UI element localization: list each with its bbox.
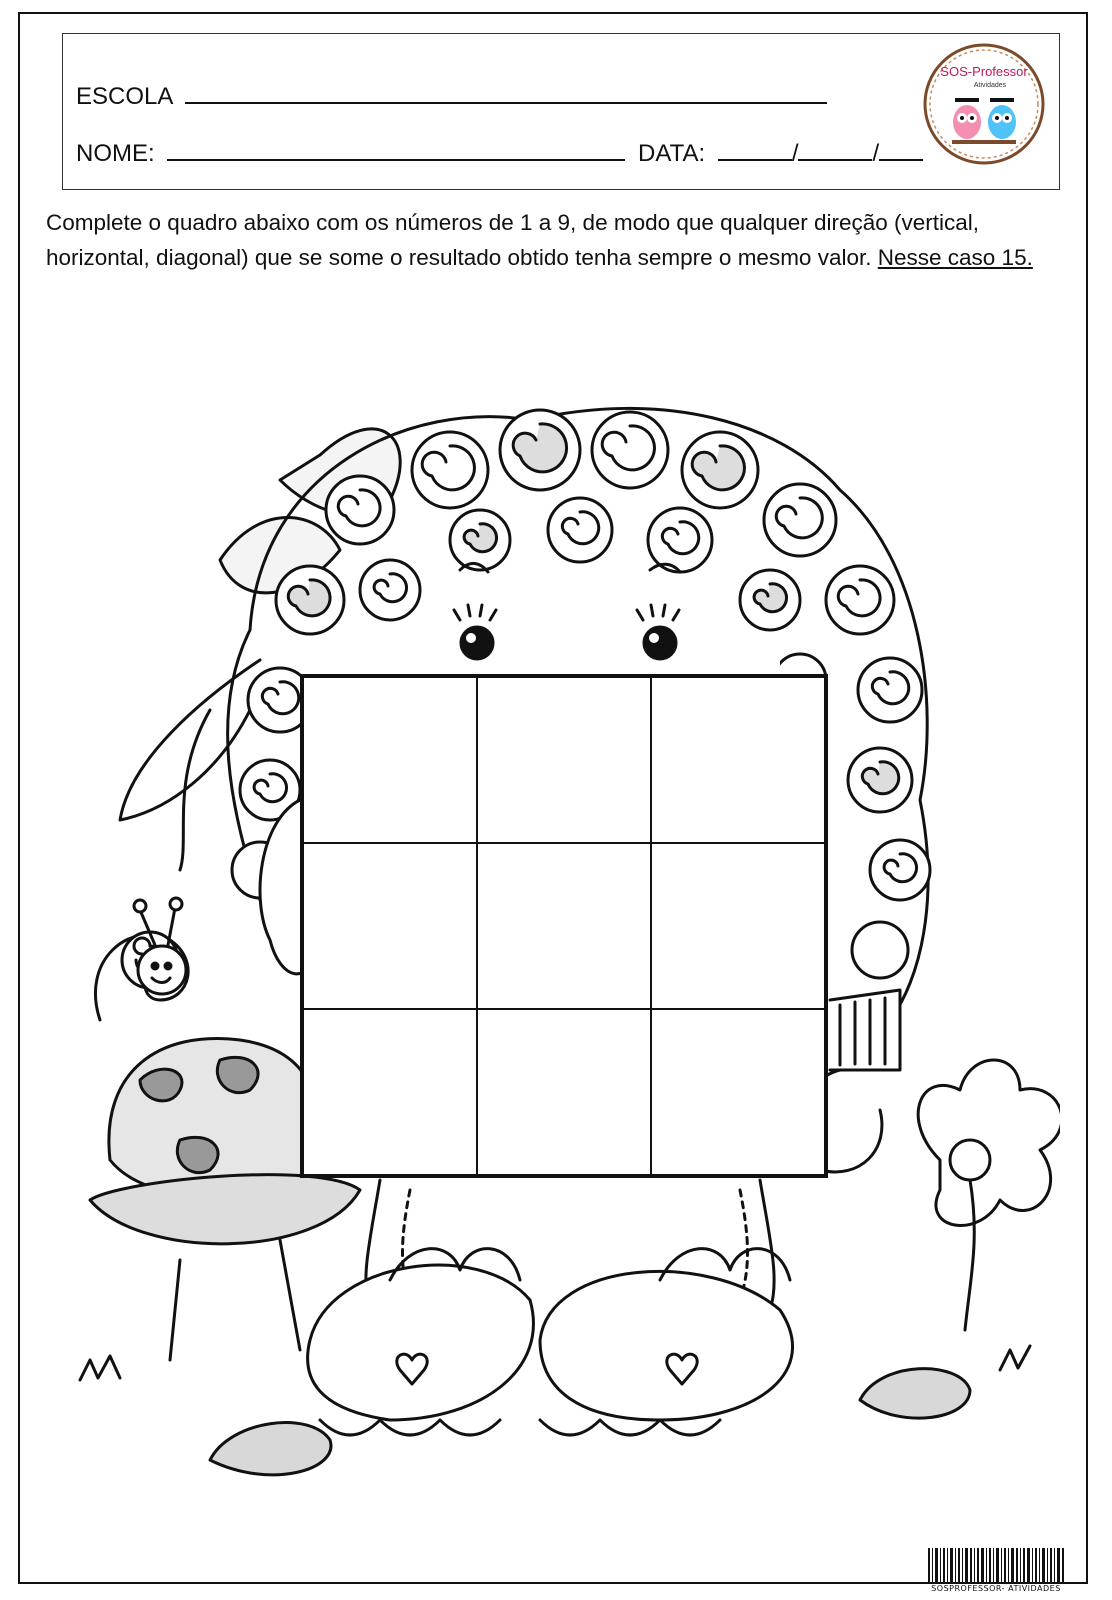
magic-square-cell[interactable] bbox=[477, 843, 651, 1009]
instructions-text: Complete o quadro abaixo com os números de 1 a 9, de modo que qualquer direção (vertical, horizontal, diagonal) que se some o resultado obtido tenha sempre o mesmo valor. bbox=[46, 210, 980, 270]
logo-subtext: Atividades bbox=[973, 82, 1007, 89]
date-year-field[interactable] bbox=[879, 139, 923, 161]
school-field[interactable] bbox=[185, 82, 827, 104]
logo-text: SOS-Professor bbox=[940, 64, 1028, 79]
name-field[interactable] bbox=[167, 139, 625, 161]
magic-square-cell[interactable] bbox=[651, 677, 825, 843]
barcode-text: SOSPROFESSOR- ATIVIDADES bbox=[931, 1584, 1061, 1593]
magic-square-cell[interactable] bbox=[651, 1009, 825, 1175]
instructions bbox=[46, 205, 1056, 275]
school-line bbox=[76, 82, 827, 111]
magic-square bbox=[300, 674, 828, 1178]
barcode-icon bbox=[928, 1548, 1064, 1582]
magic-square-cell[interactable] bbox=[477, 677, 651, 843]
date-separator: / bbox=[791, 140, 799, 167]
name-label: NOME: bbox=[76, 140, 155, 167]
instructions-target-sum: Nesse caso 15. bbox=[877, 245, 1033, 270]
magic-square-cell[interactable] bbox=[303, 1009, 477, 1175]
magic-square-cell[interactable] bbox=[477, 1009, 651, 1175]
school-label: ESCOLA bbox=[76, 83, 173, 110]
date-label: DATA: bbox=[638, 140, 706, 167]
magic-square-cell[interactable] bbox=[651, 843, 825, 1009]
magic-square-cell[interactable] bbox=[303, 843, 477, 1009]
date-day-field[interactable] bbox=[718, 139, 792, 161]
owls-logo-icon bbox=[922, 42, 1046, 166]
name-line bbox=[76, 139, 923, 168]
magic-square-cell[interactable] bbox=[303, 677, 477, 843]
date-month-field[interactable] bbox=[798, 139, 872, 161]
date-separator: / bbox=[872, 140, 880, 167]
